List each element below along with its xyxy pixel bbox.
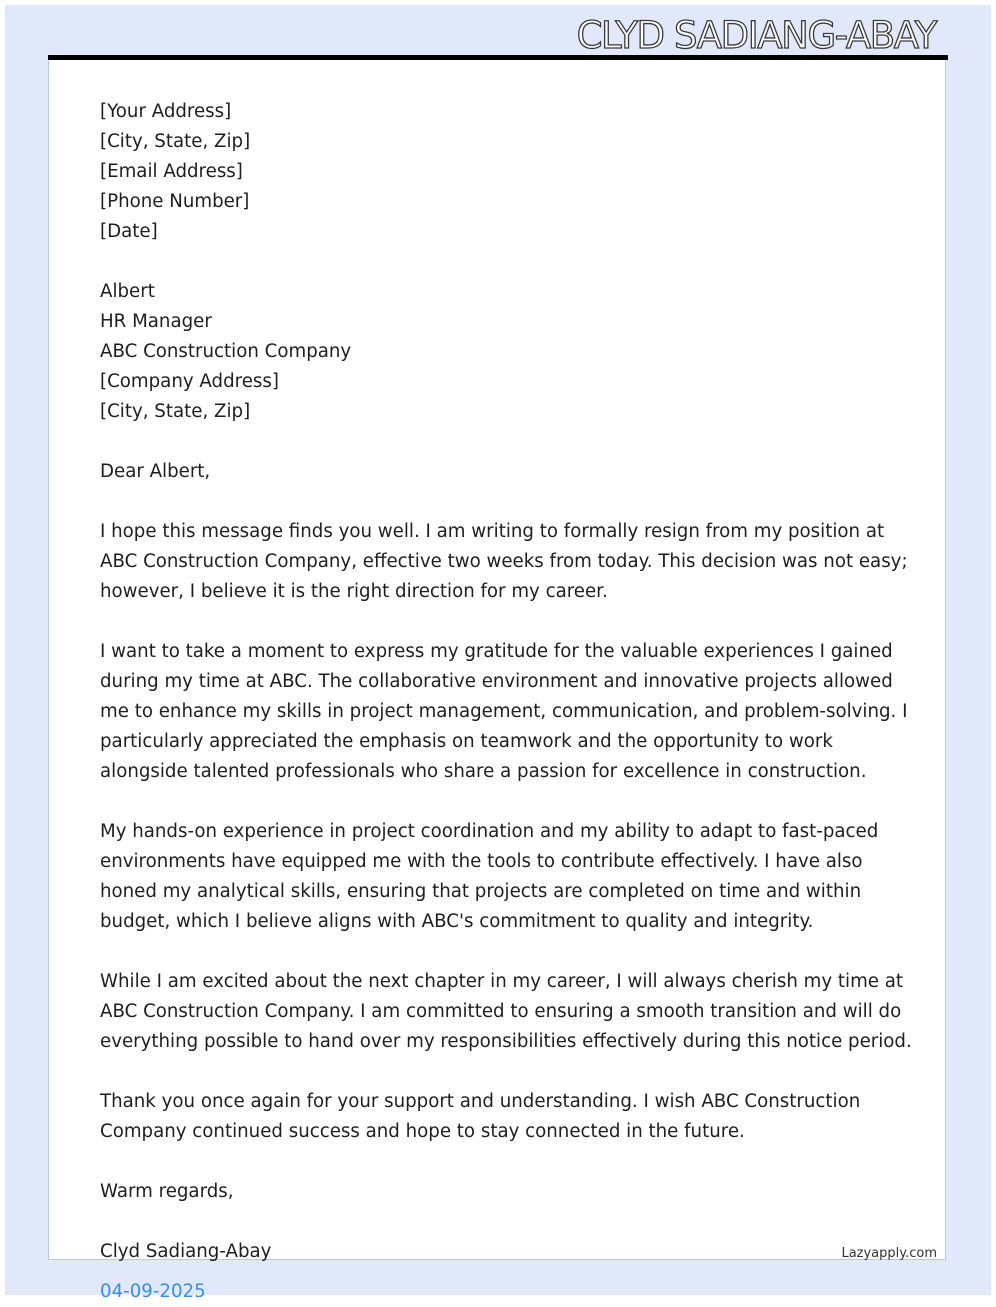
paragraph-line: Company continued success and hope to stay connected in the future.: [100, 1121, 745, 1142]
letter-body: [100, 97, 912, 1307]
sender-email: [Email Address]: [100, 161, 243, 182]
spacer: [100, 427, 900, 457]
body-paragraph-3: [100, 817, 900, 937]
body-paragraph-5: [100, 1087, 900, 1147]
body-paragraph-1: [100, 517, 908, 607]
recipient-block: [100, 277, 900, 427]
spacer: [100, 1147, 900, 1177]
sender-block: [100, 97, 900, 247]
paragraph-line: ABC Construction Company, effective two weeks from today. This decision was not easy;: [100, 551, 908, 572]
spacer: [100, 787, 900, 817]
paragraph-line: My hands-on experience in project coordination and my ability to adapt to fast-paced: [100, 821, 879, 842]
paragraph-line: me to enhance my skills in project management, communication, and problem-solving. I: [100, 701, 908, 722]
sender-date: [Date]: [100, 221, 158, 242]
spacer: [100, 487, 900, 517]
sender-city-state-zip: [City, State, Zip]: [100, 131, 251, 152]
paragraph-line: environments have equipped me with the tools to contribute effectively. I have also: [100, 851, 863, 872]
body-paragraph-2: [100, 637, 908, 787]
paragraph-line: Thank you once again for your support and understanding. I wish ABC Construction: [100, 1091, 861, 1112]
paragraph-line: however, I believe it is the right direction for my career.: [100, 581, 608, 602]
header-name: CLYD SADIANG-ABAY: [576, 14, 936, 57]
recipient-address: [Company Address]: [100, 371, 279, 392]
sender-phone: [Phone Number]: [100, 191, 250, 212]
paragraph-line: While I am excited about the next chapter in my career, I will always cherish my time at: [100, 971, 904, 992]
spacer: [100, 937, 900, 967]
paragraph-line: I hope this message finds you well. I am writing to formally resign from my position at: [100, 521, 885, 542]
sender-address: [Your Address]: [100, 101, 232, 122]
spacer: [100, 1267, 900, 1277]
recipient-name: Albert: [100, 281, 155, 302]
recipient-title: HR Manager: [100, 311, 212, 332]
paragraph-line: ABC Construction Company. I am committed to ensuring a smooth transition and will do: [100, 1001, 902, 1022]
paragraph-line: budget, which I believe aligns with ABC's commitment to quality and integrity.: [100, 911, 814, 932]
paragraph-line: honed my analytical skills, ensuring that projects are completed on time and within: [100, 881, 862, 902]
recipient-city-state-zip: [City, State, Zip]: [100, 401, 251, 422]
watermark: Lazyapply.com: [841, 1246, 937, 1261]
signed-date: 04-09-2025: [100, 1281, 206, 1302]
spacer: [100, 1057, 900, 1087]
paragraph-line: alongside talented professionals who share a passion for excellence in construction.: [100, 761, 867, 782]
body-paragraph-4: [100, 967, 912, 1057]
recipient-company: ABC Construction Company: [100, 341, 352, 362]
paragraph-line: particularly appreciated the emphasis on teamwork and the opportunity to work: [100, 731, 833, 752]
spacer: [100, 607, 900, 637]
paragraph-line: during my time at ABC. The collaborative environment and innovative projects allowed: [100, 671, 893, 692]
spacer: [100, 1207, 900, 1237]
salutation: Dear Albert,: [100, 461, 211, 482]
signature: Clyd Sadiang-Abay: [100, 1241, 272, 1262]
paragraph-line: I want to take a moment to express my gratitude for the valuable experiences I gained: [100, 641, 893, 662]
spacer: [100, 247, 900, 277]
paragraph-line: everything possible to hand over my responsibilities effectively during this notice period.: [100, 1031, 912, 1052]
closing: Warm regards,: [100, 1181, 234, 1202]
